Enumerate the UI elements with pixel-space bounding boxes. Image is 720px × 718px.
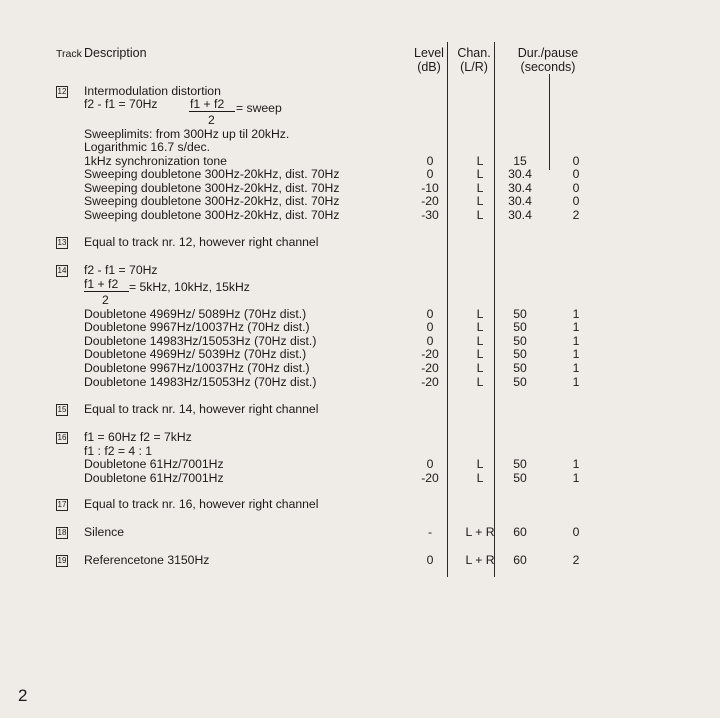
track-12-formula-left: f2 - f1 = 70Hz (84, 97, 158, 111)
track-12-row-chan: L (476, 181, 484, 195)
track-16-row-desc: Doubletone 61Hz/7001Hz (84, 457, 224, 471)
track-number-box: 18 (57, 528, 67, 537)
track-14-row-pause: 1 (572, 361, 580, 375)
track-14-row-pause: 1 (572, 334, 580, 348)
track-14-row-dur: 50 (513, 334, 527, 348)
track-16-row-desc: Doubletone 61Hz/7001Hz (84, 471, 224, 485)
track-18-text: Silence (84, 525, 124, 539)
track-14-row-level: 0 (426, 320, 434, 334)
track-13-text: Equal to track nr. 12, however right channel (84, 235, 319, 249)
track-17-text: Equal to track nr. 16, however right channel (84, 497, 319, 511)
track-19-dur: 60 (513, 553, 527, 567)
track-12-fraction-denominator: 2 (208, 113, 215, 127)
track-12-formula-right: = sweep (236, 101, 282, 115)
track-14-row-dur: 50 (513, 320, 527, 334)
track-12-row-chan: L (476, 194, 484, 208)
track-14-row-dur: 50 (513, 361, 527, 375)
track-14-row-dur: 50 (513, 347, 527, 361)
track-16-row-chan: L (476, 471, 484, 485)
track-19-level: 0 (426, 553, 434, 567)
track-14-row-chan: L (476, 347, 484, 361)
track-18-dur: 60 (513, 525, 527, 539)
track-16-row-dur: 50 (513, 457, 527, 471)
track-12-row-level: 0 (426, 167, 434, 181)
track-14-row-level: -20 (421, 375, 439, 389)
track-14-row-chan: L (476, 334, 484, 348)
track-12-row-pause: 0 (572, 154, 580, 168)
track-14-row-desc: Doubletone 14983Hz/15053Hz (70Hz dist.) (84, 334, 317, 348)
track-number-box: 15 (57, 405, 67, 414)
track-19-chan: L + R (465, 553, 495, 567)
track-12-row-pause: 0 (572, 167, 580, 181)
track-12-row-desc: Sweeping doubletone 300Hz-20kHz, dist. 70Hz (84, 167, 340, 181)
track-12-row-desc: Sweeping doubletone 300Hz-20kHz, dist. 70Hz (84, 181, 340, 195)
header-chan-unit: (L/R) (460, 60, 488, 74)
track-18-chan: L + R (465, 525, 495, 539)
track-12-row-level: -20 (421, 194, 439, 208)
track-14-row-pause: 1 (572, 320, 580, 334)
column-divider-dur-pause (549, 74, 550, 170)
track-14-row-chan: L (476, 320, 484, 334)
track-14-row-dur: 50 (513, 375, 527, 389)
track-14-row-chan: L (476, 375, 484, 389)
track-12-row-chan: L (476, 154, 484, 168)
track-14-fraction-denominator: 2 (102, 293, 109, 307)
track-18-level: - (427, 525, 433, 539)
track-12-logarithmic: Logarithmic 16.7 s/dec. (84, 140, 211, 154)
track-12-row-level: -10 (421, 181, 439, 195)
track-14-row-desc: Doubletone 9967Hz/10037Hz (70Hz dist.) (84, 320, 310, 334)
header-level-unit: (dB) (417, 60, 441, 74)
fraction-bar (189, 111, 235, 112)
header-description: Description (84, 46, 147, 60)
track-14-row-pause: 1 (572, 347, 580, 361)
track-14-fraction-numerator: f1 + f2 (84, 277, 119, 291)
track-19-text: Referencetone 3150Hz (84, 553, 210, 567)
track-12-row-pause: 0 (572, 181, 580, 195)
track-12-sweeplimits: Sweeplimits: from 300Hz up til 20kHz. (84, 127, 290, 141)
track-19-pause: 2 (572, 553, 580, 567)
track-16-row-pause: 1 (572, 457, 580, 471)
header-dur: Dur./pause (517, 46, 579, 60)
track-12-row-dur: 30.4 (508, 208, 532, 222)
track-12-row-pause: 2 (572, 208, 580, 222)
track-14-row-pause: 1 (572, 307, 580, 321)
track-15-text: Equal to track nr. 14, however right channel (84, 402, 319, 416)
track-number-box: 17 (57, 500, 67, 509)
track-14-row-desc: Doubletone 4969Hz/ 5089Hz (70Hz dist.) (84, 307, 307, 321)
page-number: 2 (18, 686, 28, 705)
header-level: Level (414, 46, 444, 60)
track-14-row-desc: Doubletone 4969Hz/ 5039Hz (70Hz dist.) (84, 347, 307, 361)
track-number-box: 14 (57, 266, 67, 275)
track-14-formula2-right: = 5kHz, 10kHz, 15kHz (129, 280, 250, 294)
track-12-row-level: -30 (421, 208, 439, 222)
track-14-row-chan: L (476, 361, 484, 375)
track-12-row-desc: 1kHz synchronization tone (84, 154, 227, 168)
track-14-row-dur: 50 (513, 307, 527, 321)
track-16-formula2: f1 : f2 = 4 : 1 (84, 444, 153, 458)
track-12-row-pause: 0 (572, 194, 580, 208)
track-14-row-desc: Doubletone 14983Hz/15053Hz (70Hz dist.) (84, 375, 317, 389)
header-track: Track (56, 48, 82, 60)
track-12-row-dur: 30.4 (508, 181, 532, 195)
track-number-box: 12 (57, 87, 67, 96)
track-12-title: Intermodulation distortion (84, 84, 221, 98)
track-14-row-pause: 1 (572, 375, 580, 389)
track-14-row-level: 0 (426, 334, 434, 348)
track-12-row-dur: 30.4 (508, 167, 532, 181)
track-14-row-level: -20 (421, 347, 439, 361)
track-12-row-level: 0 (426, 154, 434, 168)
track-number-box: 19 (57, 556, 67, 565)
track-12-row-dur: 15 (513, 154, 527, 168)
track-number-box: 16 (57, 433, 67, 442)
track-16-row-dur: 50 (513, 471, 527, 485)
header-chan: Chan. (457, 46, 491, 60)
track-12-row-chan: L (476, 167, 484, 181)
track-16-formula1: f1 = 60Hz f2 = 7kHz (84, 430, 192, 444)
track-14-row-chan: L (476, 307, 484, 321)
track-16-row-chan: L (476, 457, 484, 471)
track-16-row-pause: 1 (572, 471, 580, 485)
track-14-row-level: 0 (426, 307, 434, 321)
track-12-row-chan: L (476, 208, 484, 222)
fraction-bar (84, 291, 129, 292)
track-14-row-level: -20 (421, 361, 439, 375)
track-number-box: 13 (57, 238, 67, 247)
track-12-row-desc: Sweeping doubletone 300Hz-20kHz, dist. 70Hz (84, 208, 340, 222)
track-12-fraction-numerator: f1 + f2 (190, 97, 225, 111)
track-16-row-level: -20 (421, 471, 439, 485)
track-12-row-dur: 30.4 (508, 194, 532, 208)
track-12-row-desc: Sweeping doubletone 300Hz-20kHz, dist. 70Hz (84, 194, 340, 208)
track-14-row-desc: Doubletone 9967Hz/10037Hz (70Hz dist.) (84, 361, 310, 375)
track-16-row-level: 0 (426, 457, 434, 471)
header-dur-unit: (seconds) (520, 60, 576, 74)
track-14-formula1: f2 - f1 = 70Hz (84, 263, 158, 277)
track-18-pause: 0 (572, 525, 580, 539)
